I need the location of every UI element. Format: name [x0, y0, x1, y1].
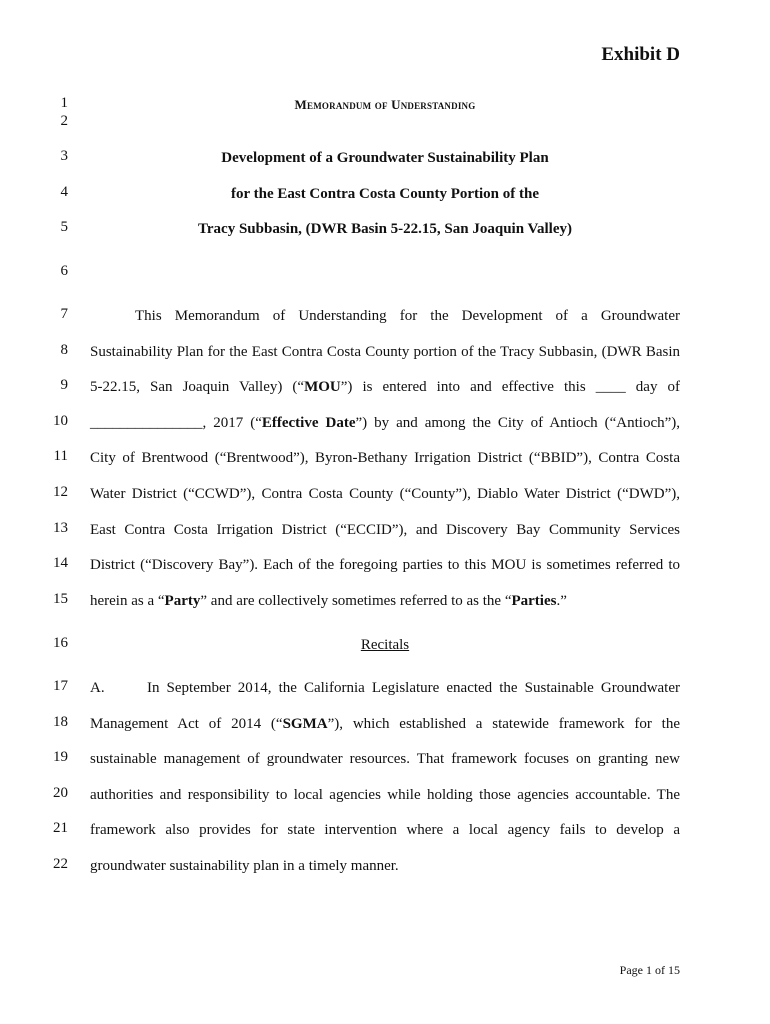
text-segment: herein as a “: [90, 593, 165, 609]
body-line-17: A. In September 2014, the California Legislature enacted the Sustainable Groundwater: [90, 680, 680, 696]
body-line-13: East Contra Costa Irrigation District (“ECCID”), and Discovery Bay Community Services: [90, 522, 680, 538]
line-number: 1: [60, 95, 68, 111]
line-number: 2: [60, 113, 68, 129]
line-number: 16: [53, 635, 68, 651]
line-number: 22: [53, 856, 68, 872]
body-line-9: [90, 377, 680, 397]
page-number: Page 1 of 15: [619, 963, 680, 977]
line-number: 14: [53, 555, 68, 571]
exhibit-label: Exhibit D: [601, 44, 680, 65]
line-number: 13: [53, 520, 68, 536]
body-line-21: framework also provides for state intervention where a local agency fails to develop a: [90, 822, 680, 838]
body-line-20: authorities and responsibility to local agencies while holding those agencies accountable. The: [90, 787, 680, 803]
body-line-15: [90, 591, 680, 611]
text-segment: _______________, 2017 (“: [90, 415, 262, 431]
title-line-5: Tracy Subbasin, (DWR Basin 5-22.15, San Joaquin Valley): [198, 221, 572, 237]
line-number: 7: [60, 306, 68, 322]
recitals-heading: Recitals: [360, 637, 410, 653]
title-line-4: for the East Contra Costa County Portion of the: [230, 186, 540, 202]
body-line-8: Sustainability Plan for the East Contra Costa County portion of the Tracy Subbasin, (DWR Basin: [90, 344, 680, 360]
line-number: 4: [60, 184, 68, 200]
body-line-22: groundwater sustainability plan in a timely manner.: [90, 858, 399, 874]
text-segment: ”) by and among the City of Antioch (“Antioch”),: [355, 415, 680, 431]
line-number: 19: [53, 749, 68, 765]
line-number: 3: [60, 148, 68, 164]
text-segment: ”) is entered into and effective this ____ day of: [340, 379, 680, 395]
line-number: 21: [53, 820, 68, 836]
line-number: 12: [53, 484, 68, 500]
text-segment: .”: [556, 593, 567, 609]
body-line-11: City of Brentwood (“Brentwood”), Byron-Bethany Irrigation District (“BBID”), Contra Costa: [90, 450, 680, 466]
line-number: 6: [60, 263, 68, 279]
body-line-10: [90, 413, 680, 433]
text-segment: Management Act of 2014 (“: [90, 716, 283, 732]
line-number: 5: [60, 219, 68, 235]
recitals-heading-wrap: [90, 635, 680, 655]
body-line-18: [90, 714, 680, 734]
line-number: 10: [53, 413, 68, 429]
defined-term-mou: MOU: [304, 379, 341, 395]
body-line-19: sustainable management of groundwater resources. That framework focuses on granting new: [90, 751, 680, 767]
text-segment: ” and are collectively sometimes referred to as the “: [200, 593, 512, 609]
line-number: 15: [53, 591, 68, 607]
body-line-12: Water District (“CCWD”), Contra Costa County (“County”), Diablo Water District (“DWD”),: [90, 486, 680, 502]
line-number: 20: [53, 785, 68, 801]
line-number: 9: [60, 377, 68, 393]
line-number: 8: [60, 342, 68, 358]
defined-term-party: Party: [164, 593, 201, 609]
line-number: 11: [53, 448, 68, 464]
defined-term-parties: Parties: [511, 593, 557, 609]
body-line-14: District (“Discovery Bay”). Each of the foregoing parties to this MOU is sometimes referred to: [90, 557, 680, 573]
text-segment: ”), which established a statewide framework for the: [327, 716, 681, 732]
line-number: 17: [53, 678, 68, 694]
text-segment: 5-22.15, San Joaquin Valley) (“: [90, 379, 305, 395]
line-number: 18: [53, 714, 68, 730]
body-line-7: This Memorandum of Understanding for the Development of a Groundwater: [135, 308, 680, 324]
title-line-3: Development of a Groundwater Sustainability Plan: [221, 150, 549, 166]
defined-term-sgma: SGMA: [282, 716, 328, 732]
memo-title: Memorandum of Understanding: [294, 97, 476, 112]
defined-term-effective-date: Effective Date: [261, 415, 356, 431]
